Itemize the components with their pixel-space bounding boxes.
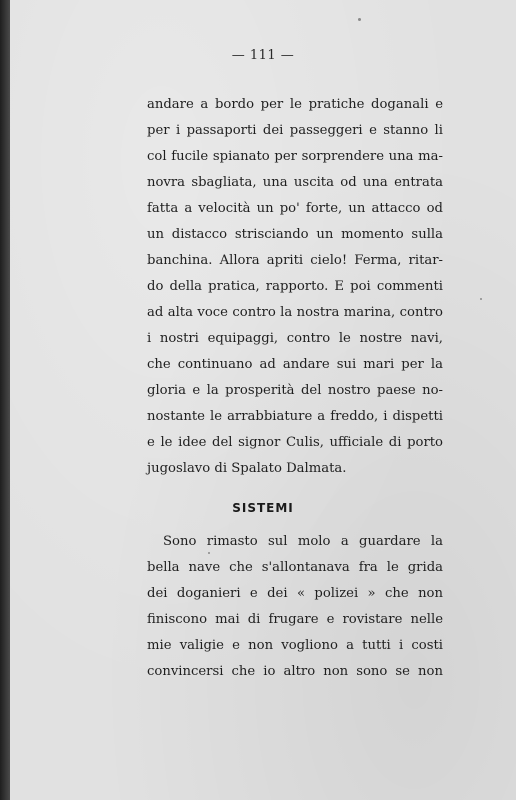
- text-line: fatta a velocità un po' forte, un attacco od: [147, 201, 443, 216]
- text-line: e le idee del signor Culis, ufficiale di porto: [147, 435, 443, 450]
- text-line: i nostri equipaggi, contro le nostre navi,: [147, 331, 443, 346]
- text-line: che continuano ad andare sui mari per la: [147, 357, 443, 372]
- text-line: novra sbagliata, una uscita od una entrata: [147, 175, 443, 190]
- paper-speck: [208, 552, 210, 554]
- text-line: mie valigie e non vogliono a tutti i costi: [147, 638, 443, 653]
- text-line: per i passaporti dei passeggeri e stanno li: [147, 123, 443, 138]
- text-line: un distacco strisciando un momento sulla: [147, 227, 443, 242]
- book-binding-shadow: [0, 0, 10, 800]
- page-number: — 111 —: [231, 48, 295, 63]
- text-line: jugoslavo di Spalato Dalmata.: [147, 461, 347, 476]
- book-page: [10, 0, 516, 800]
- text-line: gloria e la prosperità del nostro paese no-: [147, 383, 443, 398]
- paper-speck: [480, 298, 482, 300]
- text-line: nostante le arrabbiature a freddo, i dispetti: [147, 409, 443, 424]
- text-line: convincersi che io altro non sono se non: [147, 664, 443, 679]
- text-line: andare a bordo per le pratiche doganali e: [147, 97, 443, 112]
- paper-speck: [358, 18, 361, 21]
- paragraph-2: [147, 534, 443, 694]
- text-line: do della pratica, rapporto. E poi commenti: [147, 279, 443, 294]
- paragraph-1: [147, 97, 443, 477]
- text-line: dei doganieri e dei « polizei » che non: [147, 586, 443, 601]
- text-line: bella nave che s'allontanava fra le grida: [147, 560, 443, 575]
- text-line: Sono rimasto sul molo a guardare la: [163, 534, 443, 549]
- text-line: banchina. Allora apriti cielo! Ferma, ritar-: [147, 253, 443, 268]
- section-heading: SISTEMI: [232, 501, 294, 515]
- text-line: ad alta voce contro la nostra marina, contro: [147, 305, 443, 320]
- text-line: finiscono mai di frugare e rovistare nelle: [147, 612, 443, 627]
- text-line: col fucile spianato per sorprendere una ma-: [147, 149, 443, 164]
